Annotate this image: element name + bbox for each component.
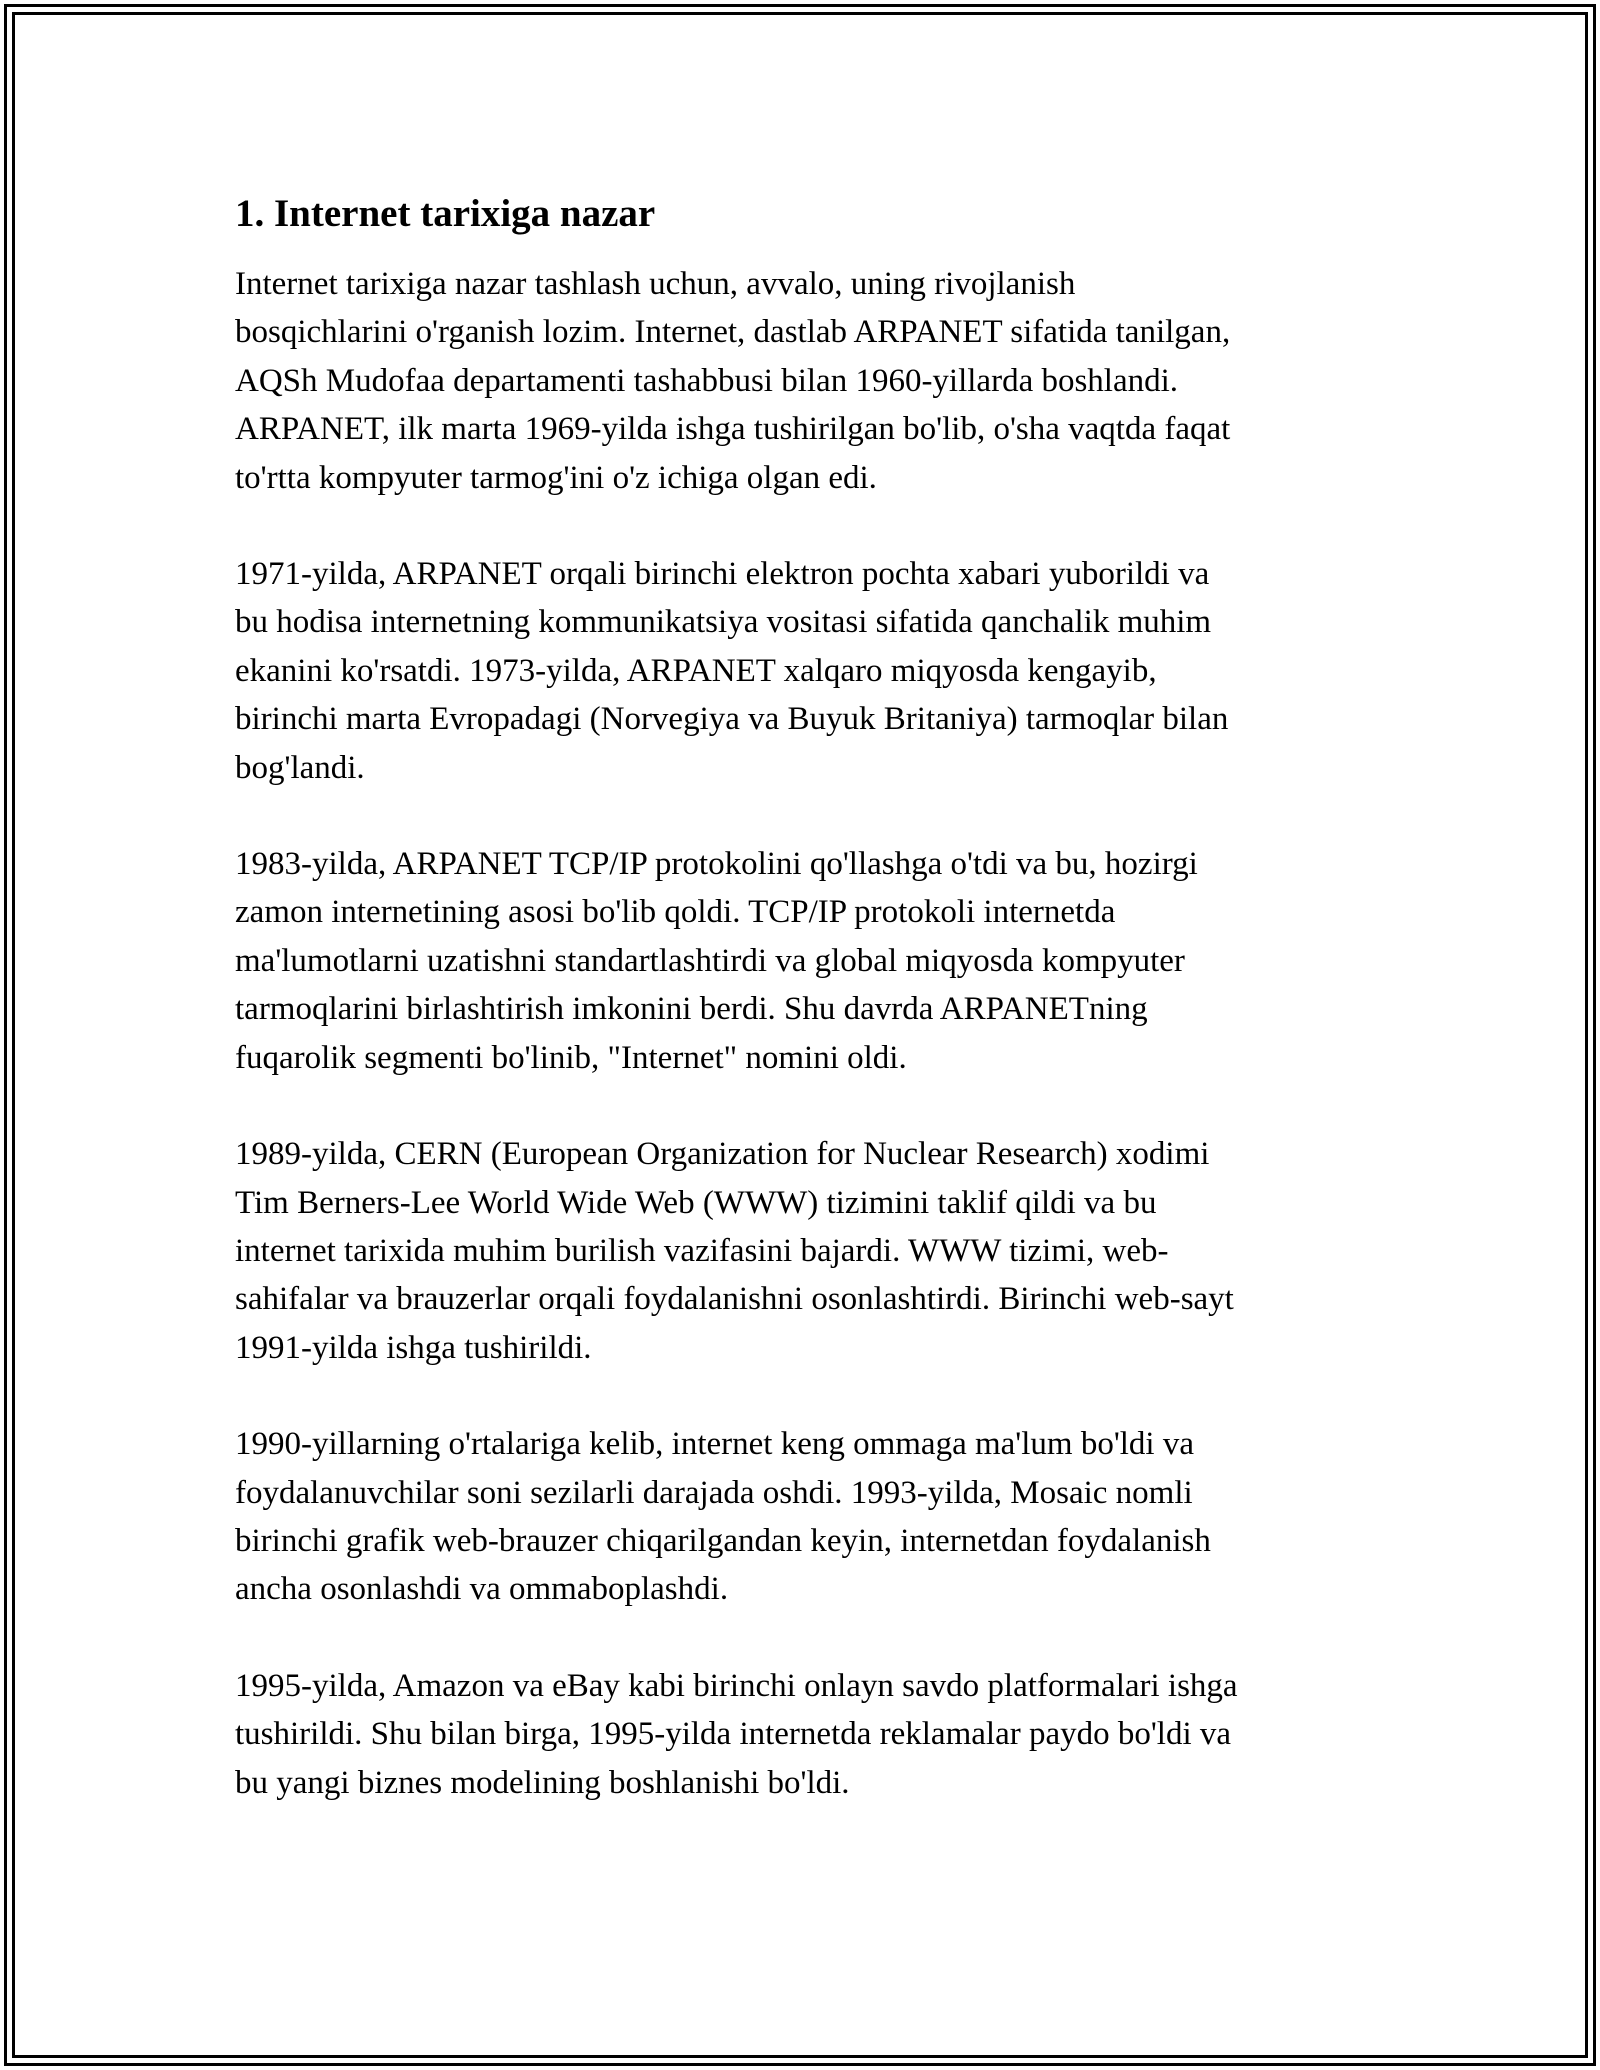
paragraph-line: 1983-yilda, ARPANET TCP/IP protokolini qo'llashga o'tdi va bu, hozirgi [235,846,1198,883]
paragraph-line: 1995-yilda, Amazon va eBay kabi birinchi onlayn savdo platformalari ishga [235,1667,1238,1704]
paragraph-line: 1990-yillarning o'rtalariga kelib, internet keng ommaga ma'lum bo'ldi va [235,1426,1194,1463]
paragraph-line: foydalanuvchilar soni sezilarli darajada oshdi. 1993-yilda, Mosaic nomli [235,1474,1193,1511]
paragraph-tcp-ip [235,840,1365,1082]
paragraph-mosaic [235,1420,1365,1614]
paragraph-arpanet-origins [235,260,1365,502]
paragraph-line: to'rtta kompyuter tarmog'ini o'z ichiga olgan edi. [235,459,877,496]
paragraph-www [235,1130,1365,1372]
paragraph-line: tushirildi. Shu bilan birga, 1995-yilda internetda reklamalar paydo bo'ldi va [235,1716,1232,1753]
paragraph-line: bog'landi. [235,749,365,786]
paragraph-line: 1971-yilda, ARPANET orqali birinchi elektron pochta xabari yuborildi va [235,556,1210,593]
paragraph-line: ARPANET, ilk marta 1969-yilda ishga tushirilgan bo'lib, o'sha vaqtda faqat [235,411,1231,448]
paragraph-line: 1991-yilda ishga tushirildi. [235,1329,592,1366]
paragraph-line: AQSh Mudofaa departamenti tashabbusi bilan 1960-yillarda boshlandi. [235,362,1179,399]
paragraph-line: fuqarolik segmenti bo'linib, "Internet" nomini oldi. [235,1039,907,1076]
paragraph-line: ancha osonlashdi va ommaboplashdi. [235,1571,729,1608]
paragraph-line: internet tarixida muhim burilish vazifasini bajardi. WWW tizimi, web- [235,1232,1169,1269]
paragraph-line: bosqichlarini o'rganish lozim. Internet, dastlab ARPANET sifatida tanilgan, [235,314,1231,351]
paragraph-line: 1989-yilda, CERN (European Organization for Nuclear Research) xodimi [235,1136,1210,1173]
paragraph-line: bu hodisa internetning kommunikatsiya vositasi sifatida qanchalik muhim [235,604,1212,641]
document-body [235,188,1365,1855]
page-title: 1. Internet tarixiga nazar [235,192,656,235]
paragraph-line: birinchi marta Evropadagi (Norvegiya va Buyuk Britaniya) tarmoqlar bilan [235,701,1229,738]
paragraph-line: sahifalar va brauzerlar orqali foydalanishni osonlashtirdi. Birinchi web-sayt [235,1281,1234,1318]
paragraph-line: ekanini ko'rsatdi. 1973-yilda, ARPANET xalqaro miqyosda kengayib, [235,652,1157,689]
paragraph-line: zamon internetining asosi bo'lib qoldi. TCP/IP protokoli internetda [235,894,1116,931]
paragraph-line: Internet tarixiga nazar tashlash uchun, avvalo, uning rivojlanish [235,266,1076,302]
paragraph-line: tarmoqlarini birlashtirish imkonini berdi. Shu davrda ARPANETning [235,991,1148,1028]
paragraph-email-expansion [235,550,1365,792]
paragraph-ecommerce [235,1662,1365,1807]
paragraph-line: birinchi grafik web-brauzer chiqarilgandan keyin, internetdan foydalanish [235,1522,1211,1559]
paragraph-line: Tim Berners-Lee World Wide Web (WWW) tizimini taklif qildi va bu [235,1184,1157,1221]
paragraph-line: bu yangi biznes modelining boshlanishi bo'ldi. [235,1764,850,1801]
paragraph-line: ma'lumotlarni uzatishni standartlashtirdi va global miqyosda kompyuter [235,942,1185,979]
